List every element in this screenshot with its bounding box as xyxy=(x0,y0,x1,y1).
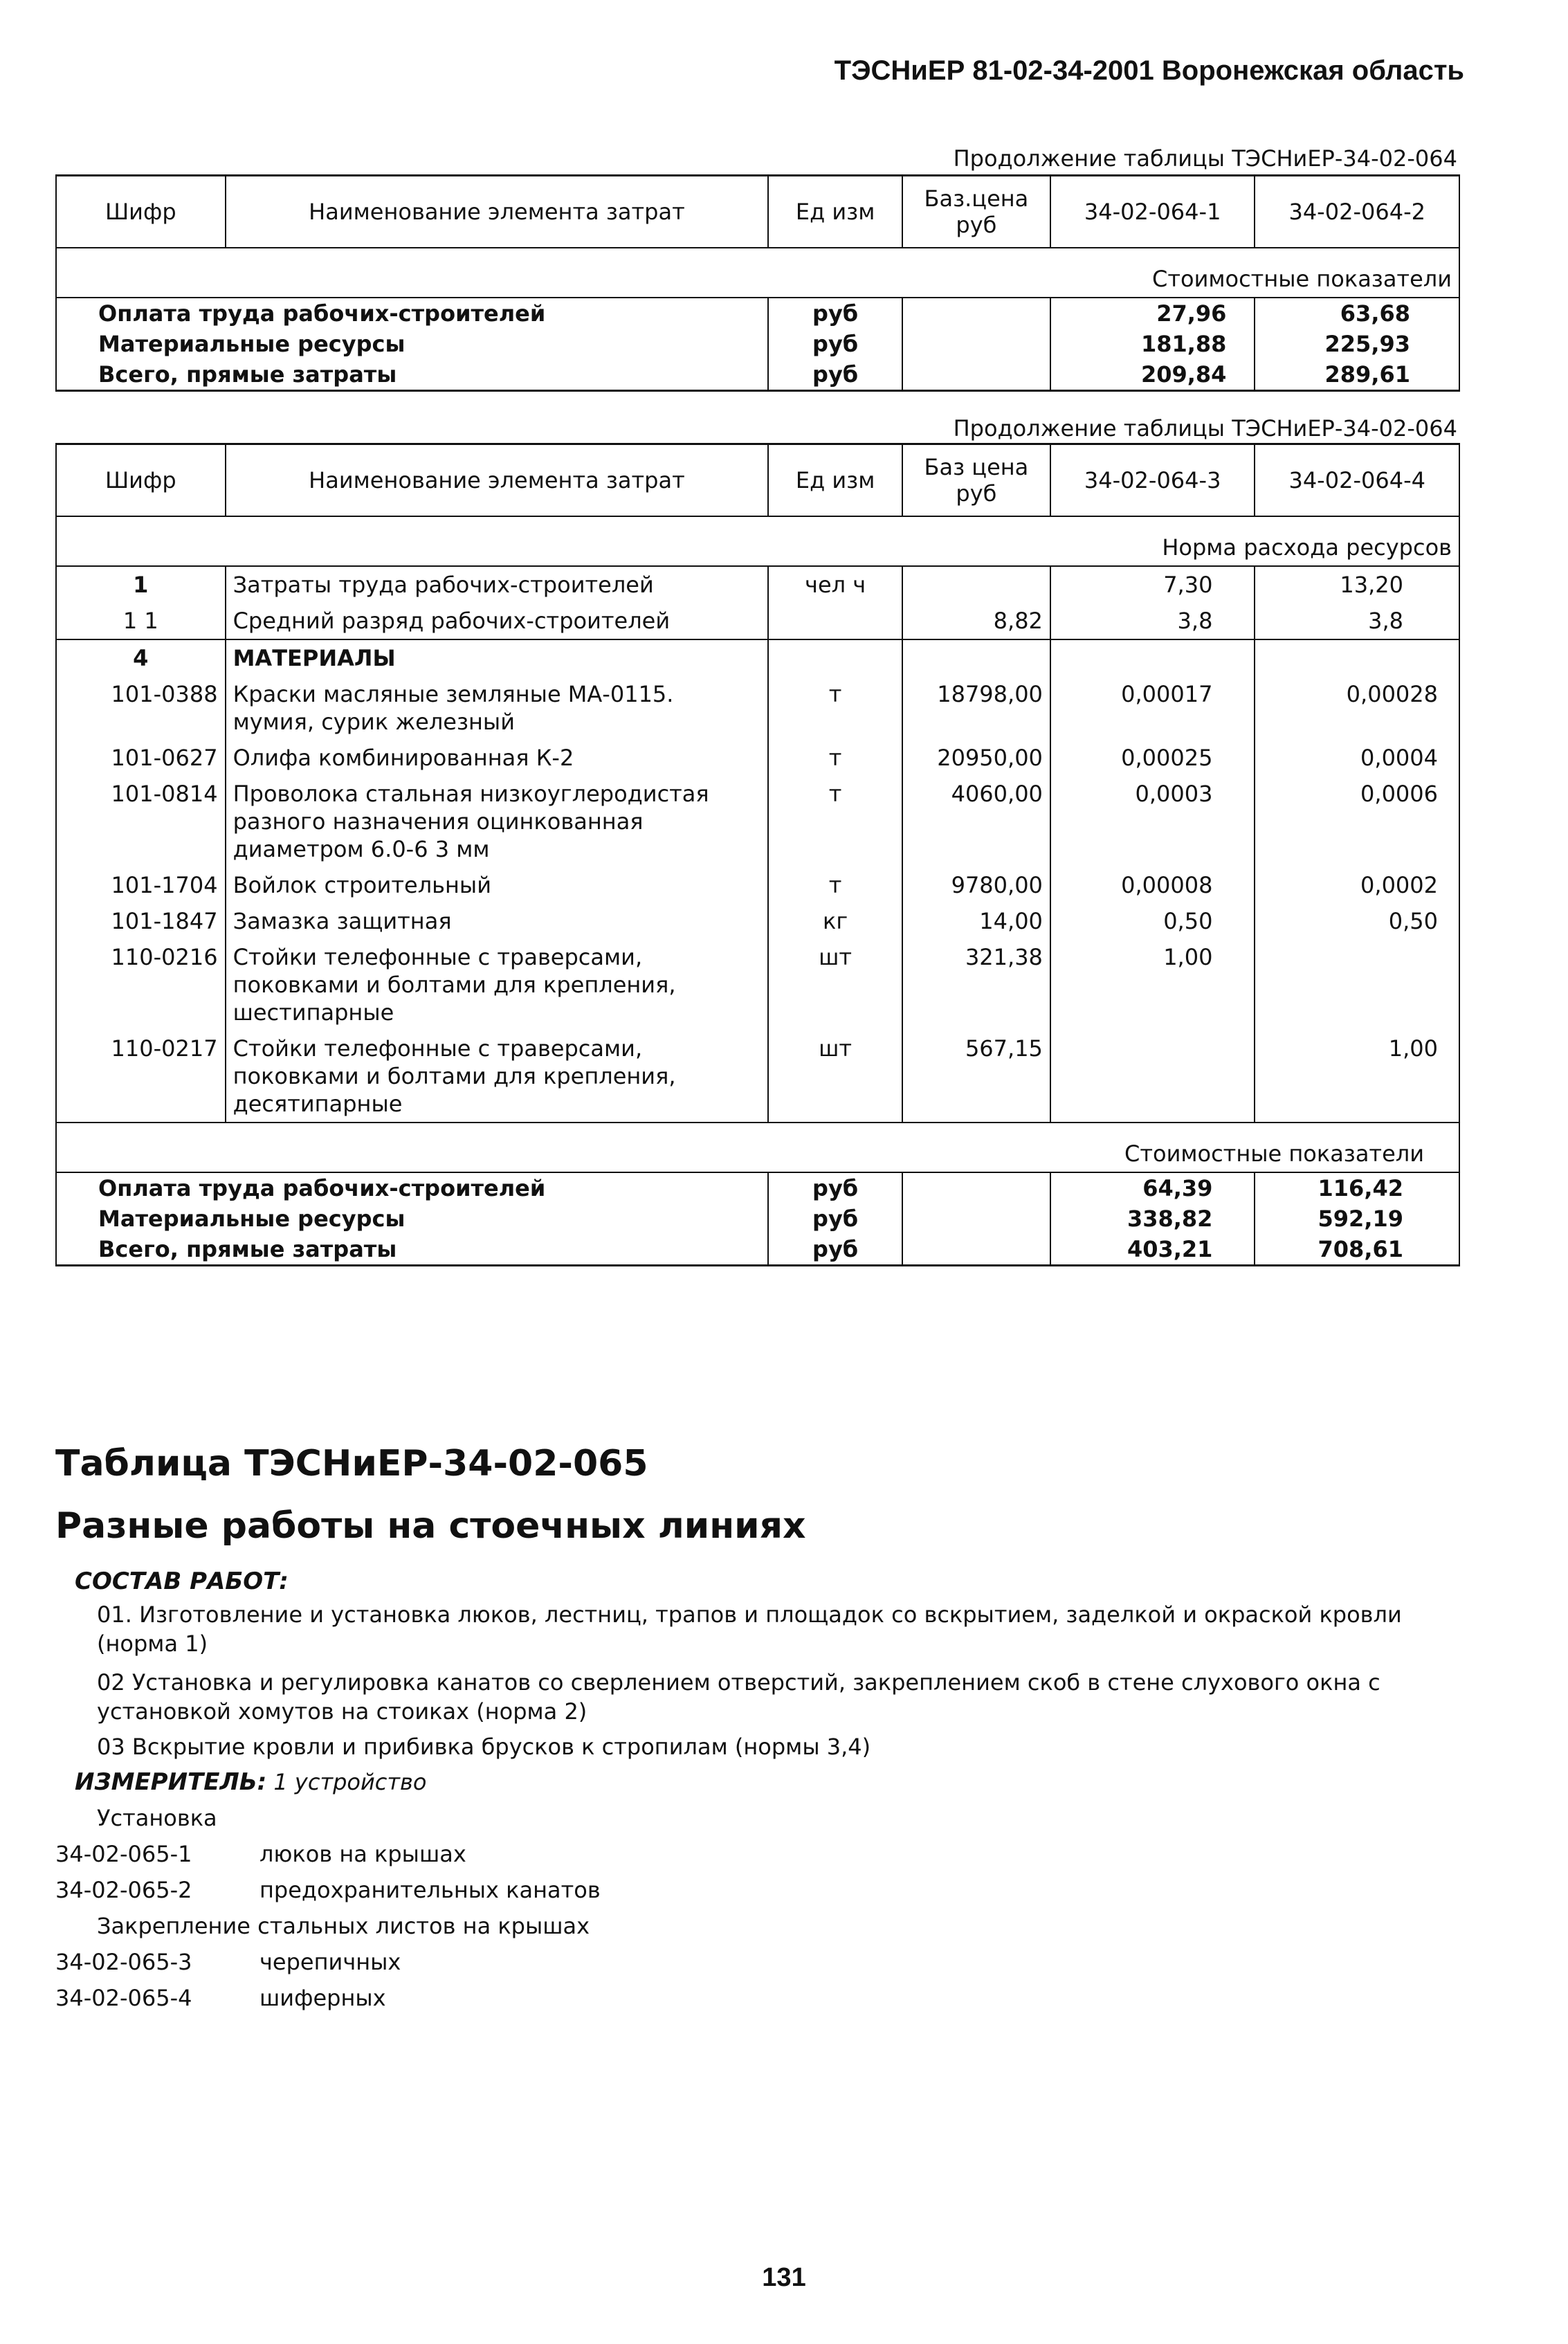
col-norm-1: 34-02-064-1 xyxy=(1050,176,1255,248)
table1-continuation: Продолжение таблицы ТЭСНиЕР-34-02-064 xyxy=(953,145,1457,172)
measure-label: ИЗМЕРИТЕЛЬ: xyxy=(75,1768,267,1796)
table2-continuation: Продолжение таблицы ТЭСНиЕР-34-02-064 xyxy=(953,415,1457,442)
table-row: 101-0627 Олифа комбинированная К-2 т 20950,00 0,00025 0,0004 xyxy=(56,740,1459,776)
section-label: Стоимостные показатели xyxy=(56,248,1459,298)
col-unit: Ед изм xyxy=(768,176,902,248)
col-code: Шифр xyxy=(56,176,226,248)
col-name: Наименование элемента затрат xyxy=(226,176,769,248)
work-item: 01. Изготовление и установка люков, лестниц, трапов и площадок со вскрытием, заделкой и окраской кровли (норма 1) xyxy=(97,1601,1402,1657)
table-row: Материальные ресурсы руб 338,82 592,19 xyxy=(56,1203,1459,1234)
section-label: Норма расхода ресурсов xyxy=(56,516,1459,566)
table-row: 101-0388 Краски масляные земляные МА-0115. мумия, сурик железный т 18798,00 0,00017 0,00028 xyxy=(56,676,1459,740)
table-row: 110-0217 Стойки телефонные с траверсами, поковками и болтами для крепления, десятипарные шт 567,15 1,00 xyxy=(56,1030,1459,1123)
table2-section-row xyxy=(56,516,1459,566)
table-row: 1 1 Средний разряд рабочих-строителей 8,82 3,8 3,8 xyxy=(56,603,1459,639)
measure xyxy=(75,1768,426,1796)
norm-name: черепичных xyxy=(259,1949,401,1975)
norm-row xyxy=(55,1841,466,1867)
document-header: ТЭСНиЕР 81-02-34-2001 Воронежская область xyxy=(834,55,1464,86)
section-title: Таблица ТЭСНиЕР-34-02-065 xyxy=(55,1443,648,1484)
col-norm-2: 34-02-064-2 xyxy=(1255,176,1459,248)
table-row: 4 МАТЕРИАЛЫ xyxy=(56,639,1459,676)
table2-header-row xyxy=(56,444,1459,517)
table2-cost-row xyxy=(56,1123,1459,1172)
norm-row xyxy=(55,1985,386,2011)
table-row: Всего, прямые затраты руб 209,84 289,61 xyxy=(56,359,1459,391)
table-row: 101-1704 Войлок строительный т 9780,00 0,00008 0,0002 xyxy=(56,867,1459,903)
norm-name: предохранительных канатов xyxy=(259,1877,601,1903)
table-row: Оплата труда рабочих-строителей руб 27,96 63,68 xyxy=(56,298,1459,329)
col-name: Наименование элемента затрат xyxy=(226,444,769,517)
work-item: 02 Установка и регулировка канатов со сверлением отверстий, закреплением скоб в стене слухового окна с установкой хомутов на стоиках (норма 2) xyxy=(97,1669,1380,1725)
section-label: Стоимостные показатели xyxy=(56,1123,1459,1172)
norm-code: 34-02-065-1 xyxy=(55,1841,192,1867)
table-row: Материальные ресурсы руб 181,88 225,93 xyxy=(56,329,1459,359)
table-row: 101-1847 Замазка защитная кг 14,00 0,50 0,50 xyxy=(56,903,1459,939)
work-item: 03 Вскрытие кровли и прибивка брусков к стропилам (нормы 3,4) xyxy=(97,1734,871,1760)
norm-name: люков на крышах xyxy=(259,1841,466,1867)
composition-label: СОСТАВ РАБОТ: xyxy=(75,1568,289,1595)
table-row: Оплата труда рабочих-строителей руб 64,39 116,42 xyxy=(56,1172,1459,1203)
table2 xyxy=(55,443,1460,1266)
col-price: Баз цена руб xyxy=(902,444,1050,517)
col-norm-3: 34-02-064-3 xyxy=(1050,444,1255,517)
table-row: 1 Затраты труда рабочих-строителей чел ч 7,30 13,20 xyxy=(56,566,1459,603)
norm-code: 34-02-065-4 xyxy=(55,1985,192,2011)
group-label: Установка xyxy=(97,1805,217,1831)
section-subtitle: Разные работы на стоечных линиях xyxy=(55,1505,806,1547)
norm-name: шиферных xyxy=(259,1985,386,2011)
table-row: 110-0216 Стойки телефонные с траверсами, поковками и болтами для крепления, шестипарные шт 321,38 1,00 xyxy=(56,939,1459,1030)
norm-code: 34-02-065-3 xyxy=(55,1949,192,1975)
table-row: 101-0814 Проволока стальная низкоуглеродистая разного назначения оцинкованная диаметром 6.0-6 3 мм т 4060,00 0,0003 0,0006 xyxy=(56,776,1459,867)
table1-section-row xyxy=(56,248,1459,298)
col-norm-4: 34-02-064-4 xyxy=(1255,444,1459,517)
group-label: Закрепление стальных листов на крышах xyxy=(97,1913,590,1939)
table1-header-row xyxy=(56,176,1459,248)
norm-row xyxy=(55,1949,401,1975)
table-row: Всего, прямые затраты руб 403,21 708,61 xyxy=(56,1234,1459,1266)
col-code: Шифр xyxy=(56,444,226,517)
norm-code: 34-02-065-2 xyxy=(55,1877,192,1903)
col-price: Баз.цена руб xyxy=(902,176,1050,248)
table1 xyxy=(55,174,1460,392)
norm-row xyxy=(55,1877,601,1903)
page-number: 131 xyxy=(762,2263,806,2292)
measure-value: 1 устройство xyxy=(273,1769,427,1795)
col-unit: Ед изм xyxy=(768,444,902,517)
